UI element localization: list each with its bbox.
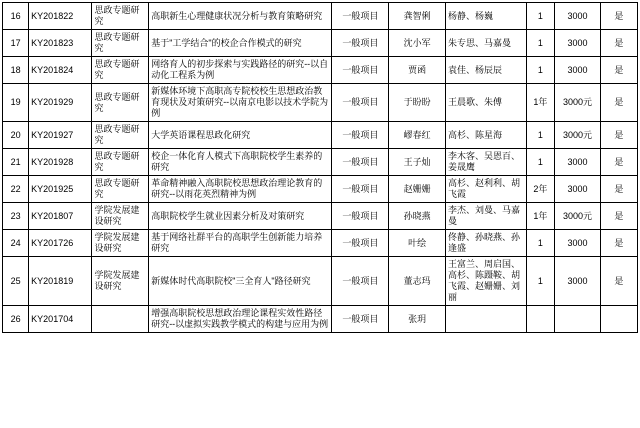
cell-type: 一般项目 xyxy=(332,306,389,333)
cell-leader: 赵姗姗 xyxy=(389,176,446,203)
cell-leader: 孙晓燕 xyxy=(389,203,446,230)
cell-title: 新媒体环境下高职高专院校校生思想政治教育现状及对策研究--以南京电影以技术学院为例 xyxy=(149,84,332,122)
cell-category: 学院发展建设研究 xyxy=(92,230,149,257)
cell-years xyxy=(526,306,554,333)
cell-done: 是 xyxy=(600,203,637,230)
cell-num: 22 xyxy=(3,176,29,203)
table-row xyxy=(3,306,638,333)
cell-done: 是 xyxy=(600,3,637,30)
cell-members: 高杉、陈星海 xyxy=(445,122,526,149)
cell-members xyxy=(445,306,526,333)
cell-title: 高职院校学生就业因素分析及对策研究 xyxy=(149,203,332,230)
cell-leader: 王子灿 xyxy=(389,149,446,176)
cell-category: 思政专题研究 xyxy=(92,149,149,176)
cell-leader: 龚智俐 xyxy=(389,3,446,30)
table-row xyxy=(3,203,638,230)
cell-num: 25 xyxy=(3,257,29,306)
cell-type: 一般项目 xyxy=(332,3,389,30)
cell-members: 高杉、赵利利、胡飞霞 xyxy=(445,176,526,203)
cell-years: 1 xyxy=(526,122,554,149)
cell-title: 革命精神融入高职院校思想政治理论教育的研究--以雨花英烈精神为例 xyxy=(149,176,332,203)
cell-done: 是 xyxy=(600,257,637,306)
cell-members: 佟静、孙晓燕、孙逢盛 xyxy=(445,230,526,257)
cell-category: 思政专题研究 xyxy=(92,122,149,149)
cell-num: 18 xyxy=(3,57,29,84)
cell-title: 基于网络社群平台的高职学生创新能力培养研究 xyxy=(149,230,332,257)
cell-leader: 沈小军 xyxy=(389,30,446,57)
cell-num: 19 xyxy=(3,84,29,122)
cell-category: 学院发展建设研究 xyxy=(92,203,149,230)
cell-fund: 3000元 xyxy=(555,122,601,149)
cell-years: 1 xyxy=(526,149,554,176)
cell-years: 1年 xyxy=(526,203,554,230)
cell-fund: 3000元 xyxy=(555,84,601,122)
table-row xyxy=(3,30,638,57)
cell-fund: 3000 xyxy=(555,57,601,84)
cell-num: 21 xyxy=(3,149,29,176)
cell-years: 1 xyxy=(526,257,554,306)
cell-code: KY201925 xyxy=(29,176,92,203)
cell-done: 是 xyxy=(600,84,637,122)
cell-fund: 3000 xyxy=(555,230,601,257)
cell-done: 是 xyxy=(600,176,637,203)
cell-done xyxy=(600,306,637,333)
cell-code: KY201927 xyxy=(29,122,92,149)
cell-num: 17 xyxy=(3,30,29,57)
cell-members: 李木客、吴恩百、姜晟鹰 xyxy=(445,149,526,176)
cell-fund: 3000元 xyxy=(555,203,601,230)
cell-done: 是 xyxy=(600,30,637,57)
cell-num: 16 xyxy=(3,3,29,30)
cell-title: 基于"工学结合"的校企合作模式的研究 xyxy=(149,30,332,57)
table-row xyxy=(3,122,638,149)
cell-fund: 3000 xyxy=(555,176,601,203)
table-row xyxy=(3,3,638,30)
cell-type: 一般项目 xyxy=(332,122,389,149)
cell-leader: 叶绘 xyxy=(389,230,446,257)
cell-members: 朱专思、马嘉曼 xyxy=(445,30,526,57)
cell-years: 2年 xyxy=(526,176,554,203)
cell-done: 是 xyxy=(600,230,637,257)
cell-years: 1年 xyxy=(526,84,554,122)
cell-done: 是 xyxy=(600,122,637,149)
cell-title: 新媒体时代高职院校"三全育人"路径研究 xyxy=(149,257,332,306)
cell-type: 一般项目 xyxy=(332,176,389,203)
project-list-table-container xyxy=(0,2,640,428)
cell-members: 王晨歌、朱傅 xyxy=(445,84,526,122)
cell-num: 20 xyxy=(3,122,29,149)
cell-num: 26 xyxy=(3,306,29,333)
cell-members: 李杰、刘曼、马嘉曼 xyxy=(445,203,526,230)
cell-members: 袁佳、杨辰辰 xyxy=(445,57,526,84)
cell-fund: 3000 xyxy=(555,3,601,30)
cell-fund: 3000 xyxy=(555,257,601,306)
cell-title: 增强高职院校思想政治理论课程实效性路径研究--以虚拟实践教学模式的构建与应用为例 xyxy=(149,306,332,333)
cell-leader: 嵺春红 xyxy=(389,122,446,149)
cell-years: 1 xyxy=(526,57,554,84)
cell-num: 23 xyxy=(3,203,29,230)
cell-title: 网络育人的初步探索与实践路径的研究--以自动化工程系为例 xyxy=(149,57,332,84)
cell-type: 一般项目 xyxy=(332,203,389,230)
cell-code: KY201928 xyxy=(29,149,92,176)
cell-code: KY201726 xyxy=(29,230,92,257)
table-row xyxy=(3,257,638,306)
cell-code: KY201823 xyxy=(29,30,92,57)
table-row xyxy=(3,149,638,176)
cell-type: 一般项目 xyxy=(332,149,389,176)
table-row xyxy=(3,84,638,122)
cell-members: 杨静、杨巍 xyxy=(445,3,526,30)
cell-fund xyxy=(555,306,601,333)
cell-years: 1 xyxy=(526,30,554,57)
cell-category: 思政专题研究 xyxy=(92,3,149,30)
cell-category: 思政专题研究 xyxy=(92,84,149,122)
cell-leader: 贾函 xyxy=(389,57,446,84)
cell-title: 校企一体化育人模式下高职院校学生素养的研究 xyxy=(149,149,332,176)
cell-type: 一般项目 xyxy=(332,230,389,257)
cell-code: KY201822 xyxy=(29,3,92,30)
cell-category xyxy=(92,306,149,333)
cell-done: 是 xyxy=(600,149,637,176)
cell-category: 思政专题研究 xyxy=(92,176,149,203)
cell-leader: 张玥 xyxy=(389,306,446,333)
cell-code: KY201807 xyxy=(29,203,92,230)
cell-fund: 3000 xyxy=(555,30,601,57)
cell-code: KY201704 xyxy=(29,306,92,333)
cell-code: KY201819 xyxy=(29,257,92,306)
table-row xyxy=(3,57,638,84)
cell-type: 一般项目 xyxy=(332,84,389,122)
cell-title: 大学英语课程思政化研究 xyxy=(149,122,332,149)
table-body xyxy=(3,3,638,333)
cell-years: 1 xyxy=(526,3,554,30)
cell-code: KY201929 xyxy=(29,84,92,122)
cell-code: KY201824 xyxy=(29,57,92,84)
cell-title: 高职新生心理健康状况分析与教育策略研究 xyxy=(149,3,332,30)
cell-leader: 于盼盼 xyxy=(389,84,446,122)
cell-category: 思政专题研究 xyxy=(92,57,149,84)
table-row xyxy=(3,176,638,203)
cell-type: 一般项目 xyxy=(332,257,389,306)
cell-type: 一般项目 xyxy=(332,57,389,84)
cell-done: 是 xyxy=(600,57,637,84)
cell-num: 24 xyxy=(3,230,29,257)
cell-category: 学院发展建设研究 xyxy=(92,257,149,306)
table-row xyxy=(3,230,638,257)
cell-category: 思政专题研究 xyxy=(92,30,149,57)
cell-leader: 董志玛 xyxy=(389,257,446,306)
cell-members: 王富兰、周启国、高杉、陈蹑鞍、胡飞霞、赵姗姗、刘丽 xyxy=(445,257,526,306)
cell-type: 一般项目 xyxy=(332,30,389,57)
cell-years: 1 xyxy=(526,230,554,257)
project-list-table xyxy=(2,2,638,333)
cell-fund: 3000 xyxy=(555,149,601,176)
